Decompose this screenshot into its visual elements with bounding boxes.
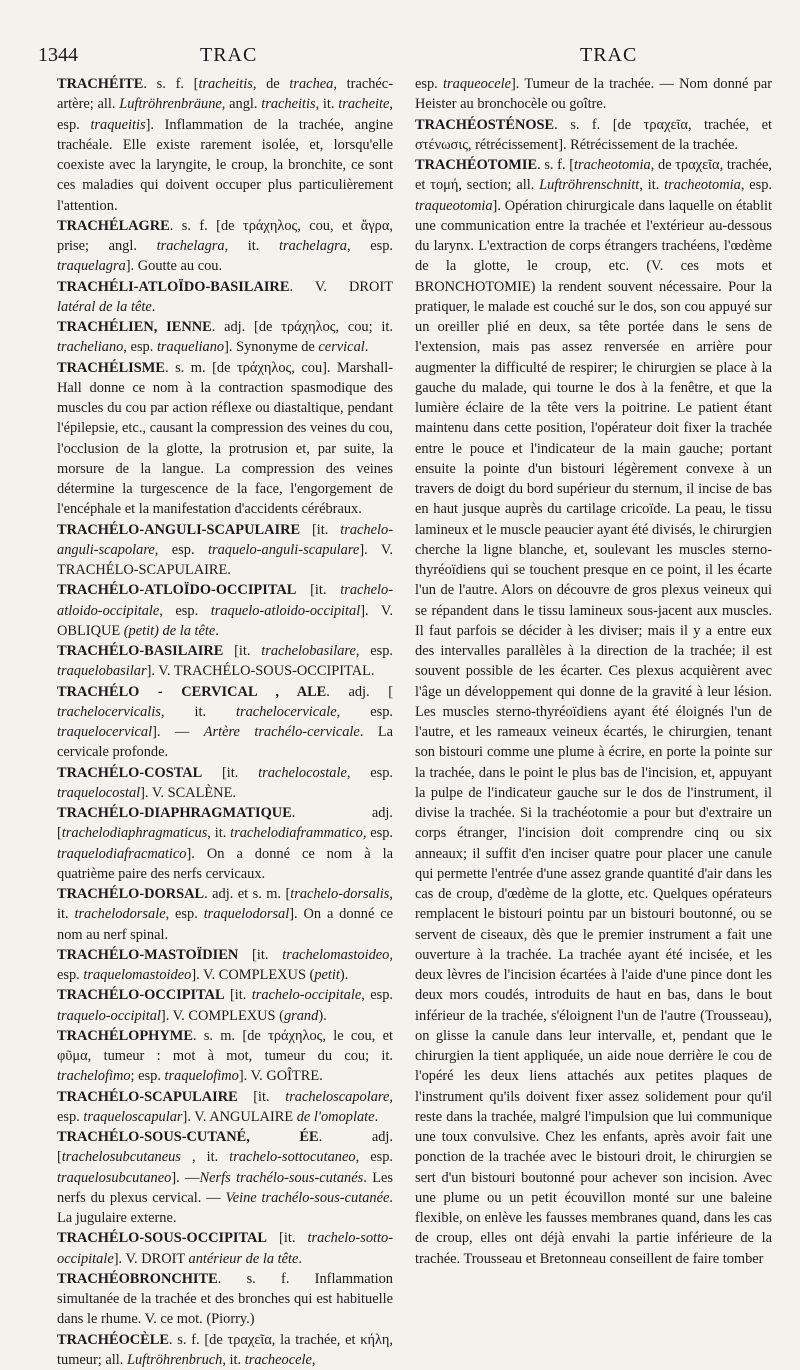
italic-term: (petit) de la tête — [124, 623, 216, 639]
entry-text: , esp. — [166, 906, 204, 922]
italic-term: de l'omoplate — [297, 1109, 375, 1125]
entry-text: , angl. — [222, 96, 261, 112]
entry-text: ]. V. COMPLEXUS ( — [191, 967, 314, 983]
entry-text: , it. — [161, 704, 236, 720]
italic-term: traquelo-atloido-occipital — [211, 603, 360, 619]
right-column — [415, 74, 772, 1269]
entry-text: , esp. — [741, 177, 772, 193]
entry-text: , esp. — [155, 542, 208, 558]
italic-term: traquelo-occipital — [57, 1008, 161, 1024]
italic-term: Veine trachélo-sous-cutanée — [226, 1190, 390, 1206]
italic-term: trachelodiaphragmaticus — [62, 825, 208, 841]
entry-headword: TRACHÉOBRONCHITE — [57, 1271, 218, 1287]
italic-term: traquelofimo — [165, 1068, 239, 1084]
entry-text: ]. Opération chirurgicale dans laquelle on établit une communication entre la trachée et l'extérieur au-dessous du larynx. L'extraction de corps étrangers trachéens, l'œdème de la glotte, le croup, etc. (V. ces mots et BRONCHOTOMIE) la rendent souvent nécessaire. Pour la pratiquer, le malade est couché sur le dos, son cou appuyé sur un oreiller plié en deux, sa tête portée dans le sens de l'extension, mais pas assez renversée en arrière pour augmenter la difficulté de respirer; le chirurgien se place à la gauche du malade, qui tourne le dos à la fenêtre, et que la lumière éclaire de la tête vers la poitrine. Le patient étant maintenu dans cette position, l'opérateur doit fixer la trachée entre le pouce et l'indicateur de la main gauche; portant ensuite la pointe d'un bistouri légèrement convexe à un travers de doigt du bord supérieur du sternum, il incise de bas en haut jusque auprès du cartilage cricoïde. La peau, le tissu lamineux et le muscle peaucier ayant été divisés, le chirurgien cherche la ligne blanche, et, soulevant les muscles sterno-thyréoïdiens qui se touchent presque en ce point, il les écarte l'un de l'autre. Alors on découvre de gros plexus veineux qui se répandent dans le tissu lamineux sous-jacent aux muscles. Il faut parfois se décider à les diviser; mais il y a entre eux des intervalles parallèles à la direction de la trachée; il est souvent possible de les écarter. Ces plexus acquièrent avec l'âge un développement qui donne de la gravité à leur lésion. Les muscles sterno-thyréoïdiens ayant été éloignés l'un de l'autre, et les rameaux veineux écartés, le chirurgien, tenant son bistouri comme une plume à écrire, en porte la pointe sur la trachée, dans le point le plus bas de l'incision, et, appuyant la pulpe de l'indicateur gauche sur le dos de l'instrument, il divise la trachée. Si la trachéotomie a pour but d'extraire un corps étranger, l'incision doit comprendre cinq ou six anneaux; il suffit d'en inciser quatre pour placer une canule qui permette l'entrée d'une assez grande quantité d'air dans les cas de croup, d'œdème de la glotte, etc. Quelques opérateurs remplacent le bistouri pointu par un bistouri boutonné, ou se servent de ciseaux, dès que le premier instrument a fait une ouverture à la trachée. La trachée ayant été incisée, et les deux lèvres de l'incision écartées à l'aide d'une pince dont les deux mors coudés, introduits de haut en bas, dans le bout inférieur de la trachée, s'éloignent l'un de l'autre (Trousseau), on glisse la canule dans leur intervalle, et, pendant que le chirurgien la tient appliquée, un aide noue derrière le cou de l'opéré les deux liens attachés aux petites plaques de l'instrument qu'ils doivent fixer assez solidement pour qu'il reste dans la trachée, malgré l'impulsion que lui communique une toux convulsive. Chez les enfants, après avoir fait une ponction de la trachée avec le bistouri droit, le chirurgien se sert d'un bistouri boutonné pour achever son incision. Avec une plume ou un petit écouvillon monté sur une baleine flexible, on enlève les fausses membranes quand, dans les cas de croup, elles ont déjà envahi la partie inférieure de la trachée. Trousseau et Bretonneau conseillent de faire tomber — [415, 198, 772, 1267]
italic-term: trachelo-atloido-occipitale — [57, 582, 393, 618]
dictionary-entry — [57, 74, 393, 216]
entry-headword: TRACHÉLO - CERVICAL , ALE — [57, 684, 326, 700]
entry-headword: TRACHÉLO-SCAPULAIRE — [57, 1089, 238, 1105]
italic-term: trachelodorsale — [74, 906, 165, 922]
italic-term: traqueitis — [90, 117, 145, 133]
italic-term: traqueloscapular — [83, 1109, 182, 1125]
entry-headword: TRACHÉLO-SOUS-OCCIPITAL — [57, 1230, 267, 1246]
dictionary-entry — [57, 1127, 393, 1228]
italic-term: grand — [284, 1008, 318, 1024]
entry-headword: TRACHÉLO-MASTOÏDIEN — [57, 947, 238, 963]
entry-text: [it. — [238, 947, 282, 963]
entry-headword: TRACHÉLIEN, IENNE — [57, 319, 212, 335]
dictionary-entry — [57, 1330, 393, 1370]
italic-term: trachelobasilare — [261, 643, 356, 659]
entry-text: , de τραχεῖα, trachée, et τομή, section; all. — [415, 157, 772, 193]
italic-term: traquelo-anguli-scapulare — [208, 542, 359, 558]
italic-term: tracheloscapolare — [285, 1089, 389, 1105]
entry-text: , esp. — [347, 238, 393, 254]
entry-text: [it. — [296, 582, 340, 598]
entry-text: . adj. [ — [326, 684, 393, 700]
dictionary-entry — [57, 945, 393, 986]
entry-text: ]. V. SCALÈNE. — [140, 785, 236, 801]
italic-term: traquelodorsal — [204, 906, 290, 922]
entry-text: ]. — — [152, 724, 204, 740]
entry-text: . V. — [289, 279, 349, 295]
italic-term: trachelagra — [157, 238, 225, 254]
italic-term: Luftröhrenschnitt — [539, 177, 639, 193]
entry-text: . s. m. [de τράχηλος, le cou, et φῦμα, tumeur : mot à mot, tumeur du cou; it. — [57, 1028, 393, 1064]
entry-text: . adj. [ — [57, 805, 393, 841]
dictionary-entry — [57, 1026, 393, 1087]
entry-headword: TRACHÉOTOMIE — [415, 157, 537, 173]
italic-term: traquelosubcutaneo — [57, 1170, 171, 1186]
italic-term: trachelagra — [279, 238, 347, 254]
entry-headword: TRACHÉITE — [57, 76, 143, 92]
italic-term: traquelocostal — [57, 785, 140, 801]
right-running-title: TRAC — [580, 44, 637, 67]
dictionary-entry — [57, 803, 393, 884]
entry-text: . — [365, 339, 369, 355]
entry-text: [it. — [238, 1089, 285, 1105]
entry-headword: TRACHÉLI-ATLOÏDO-BASILAIRE — [57, 279, 289, 295]
italic-term: traquelomastoideo — [83, 967, 191, 983]
italic-term: tracheotomia — [574, 157, 651, 173]
entry-text: ]. V. ANGULAIRE — [183, 1109, 297, 1125]
entry-text: ; esp. — [131, 1068, 165, 1084]
entry-text: , esp. — [361, 987, 393, 1003]
entry-text: . adj. [ — [57, 1129, 393, 1165]
entry-text: , esp. — [337, 704, 393, 720]
entry-headword: TRACHÉLO-ANGULI-SCAPULAIRE — [57, 522, 300, 538]
running-header — [0, 44, 800, 68]
entry-text: , — [312, 1352, 316, 1368]
entry-text: ]. V. OBLIQUE — [57, 603, 393, 639]
italic-term: trachelo-anguli-scapolare — [57, 522, 393, 558]
dictionary-entry — [57, 216, 393, 277]
left-running-title: TRAC — [200, 44, 257, 67]
entry-text: . adj. [de τράχηλος, cou; it. — [212, 319, 393, 335]
entry-text: ]. Tumeur de la trachée. — Nom donné par Heister au bronchocèle ou goître. — [415, 76, 772, 112]
entry-text: ]. V. COMPLEXUS ( — [161, 1008, 284, 1024]
entry-text: . — [152, 299, 156, 315]
entry-headword: TRACHÉLO-DIAPHRAGMATIQUE — [57, 805, 292, 821]
entry-text: . Les nerfs du plexus cervical. — — [57, 1170, 393, 1206]
italic-term: cervical — [318, 339, 364, 355]
entry-text: DROIT — [349, 279, 393, 295]
entry-text: [it. — [225, 987, 252, 1003]
entry-text: , esp. — [123, 339, 157, 355]
entry-text: . s. f. [de τραχεῖα, trachée, et στένωσις, rétrécissement]. Rétrécissement de la trachée. — [415, 117, 772, 153]
entry-text: . s. f. [de τράχηλος, cou, et ἄγρα, prise; angl. — [57, 218, 393, 254]
dictionary-entry — [57, 317, 393, 358]
italic-term: trachelosubcutaneus — [62, 1149, 181, 1165]
entry-text: . s. m. [de τράχηλος, cou]. Marshall-Hall donne ce nom à la contraction spasmodique des muscles du cou par action réflexe ou diastaltique, pendant l'épilepsie, etc., causant la compression des veines du cou, l'occlusion de la glotte, la protrusion et, par suite, la morsure de la langue. La compression des veines détermine la turgescence de la face, l'engorgement de l'encéphale et la manifestation d'accidents cérébraux. — [57, 360, 393, 518]
entry-text: , esp. — [363, 825, 393, 841]
dictionary-entry — [415, 155, 772, 1269]
entry-text: . adj. et s. m. [ — [204, 886, 290, 902]
entry-headword: TRACHÉLO-DORSAL — [57, 886, 204, 902]
italic-term: latéral de la tête — [57, 299, 152, 315]
entry-headword: TRACHÉLO-ATLOÏDO-OCCIPITAL — [57, 582, 296, 598]
entry-text: , it. — [222, 1352, 244, 1368]
entry-text: , esp. — [356, 643, 393, 659]
entry-text: ]. V. DROIT — [114, 1251, 189, 1267]
entry-headword: TRACHÉLO-OCCIPITAL — [57, 987, 225, 1003]
dictionary-entry — [57, 985, 393, 1026]
entry-text: , trachéc-artère; all. — [57, 76, 393, 112]
italic-term: traquelobasilar — [57, 663, 147, 679]
entry-headword: TRACHÉLISME — [57, 360, 165, 376]
italic-term: trachelo-dorsalis — [290, 886, 389, 902]
entry-text: , esp. — [57, 947, 393, 983]
italic-term: petit — [314, 967, 340, 983]
italic-term: traquelodiafracmatico — [57, 846, 187, 862]
entry-text: . La cervicale profonde. — [57, 724, 393, 760]
entry-text: , it. — [316, 96, 339, 112]
left-column — [57, 74, 393, 1370]
entry-text: ]. On a donné ce nom à la quatrième paire des nerfs cervicaux. — [57, 846, 393, 882]
entry-text: ]. Inflammation de la trachée, angine trachéale. Elle existe rarement isolée, et, lorsqu'elle coexiste avec la laryngite, le croup, la bronchite, ce sont ces maladies qui doivent occuper plus particulièrement l'attention. — [57, 117, 393, 214]
entry-text: ]. Goutte au cou. — [126, 258, 222, 274]
entry-headword: TRACHÉLOPHYME — [57, 1028, 193, 1044]
italic-term: trachelo-occipitale — [252, 987, 362, 1003]
entry-text: ]. On a donné ce nom au nerf spinal. — [57, 906, 393, 942]
entry-text: , esp. — [347, 765, 393, 781]
entry-text: . La jugulaire externe. — [57, 1190, 393, 1226]
italic-term: traquelagra — [57, 258, 126, 274]
entry-text: [it. — [267, 1230, 307, 1246]
italic-term: tracheitis — [198, 76, 252, 92]
italic-term: Luftröhrenbruch — [127, 1352, 222, 1368]
italic-term: trachelodiaframmatico — [230, 825, 363, 841]
entry-headword: TRACHÉLO-BASILAIRE — [57, 643, 223, 659]
italic-term: trachelomastoideo — [282, 947, 389, 963]
entry-text: ]. V. GOÎTRE. — [239, 1068, 323, 1084]
dictionary-entry — [57, 277, 393, 318]
entry-headword: TRACHÉLAGRE — [57, 218, 170, 234]
dictionary-entry — [57, 520, 393, 581]
entry-text: , esp. — [57, 96, 393, 132]
entry-headword: TRACHÉLO-COSTAL — [57, 765, 202, 781]
entry-text: . — [215, 623, 219, 639]
entry-text: [it. — [223, 643, 261, 659]
dictionary-entry — [57, 884, 393, 945]
italic-term: traquelocervical — [57, 724, 152, 740]
dictionary-entry — [57, 1228, 393, 1269]
entry-text: , it. — [639, 177, 664, 193]
entry-text: , it. — [207, 825, 230, 841]
dictionary-entry — [57, 358, 393, 520]
italic-term: antérieur de la tête — [189, 1251, 299, 1267]
dictionary-entry — [415, 115, 772, 156]
italic-term: traqueotomia — [415, 198, 493, 214]
italic-term: tracheocele — [245, 1352, 312, 1368]
italic-term: tracheotomia — [664, 177, 741, 193]
page-number: 1344 — [38, 44, 78, 67]
entry-text: . — [298, 1251, 302, 1267]
entry-text: ]. V. TRACHÉLO-SOUS-OCCIPITAL. — [147, 663, 375, 679]
entry-text: , it. — [57, 886, 393, 922]
entry-text: , it. — [225, 238, 279, 254]
italic-term: trachelocervicale — [236, 704, 337, 720]
italic-term: tracheite — [338, 96, 389, 112]
italic-term: traqueliano — [157, 339, 224, 355]
entry-text: ]. V. TRACHÉLO-SCAPULAIRE. — [57, 542, 393, 578]
entry-text: . s. f. [ — [143, 76, 198, 92]
entry-headword: TRACHÉLO-SOUS-CUTANÉ, ÉE — [57, 1129, 319, 1145]
entry-text: . — [375, 1109, 379, 1125]
entry-text: . s. f. [de τραχεῖα, la trachée, et κήλη, tumeur; all. — [57, 1332, 393, 1368]
entry-text: [it. — [202, 765, 258, 781]
entry-text: , it. — [181, 1149, 229, 1165]
entry-text: , esp. — [57, 1089, 393, 1125]
dictionary-entry — [57, 580, 393, 641]
italic-term: Nerfs trachélo-sous-cutanés — [200, 1170, 364, 1186]
italic-term: trachelocostale — [258, 765, 347, 781]
dictionary-entry — [57, 682, 393, 763]
entry-text: . s. f. Inflammation simultanée de la trachée et des bronches qui est habituelle dans le rhume. V. ce mot. (Piorry.) — [57, 1271, 393, 1328]
italic-term: traqueocele — [443, 76, 511, 92]
entry-text: [it. — [300, 522, 340, 538]
dictionary-entry — [57, 641, 393, 682]
entry-text: ). — [340, 967, 348, 983]
italic-term: trachelofimo — [57, 1068, 131, 1084]
entry-text: ]. — — [171, 1170, 199, 1186]
dictionary-entry — [57, 1087, 393, 1128]
italic-term: trachea — [289, 76, 333, 92]
dictionary-entry — [57, 763, 393, 804]
dictionary-entry — [415, 74, 772, 115]
italic-term: Artère trachélo-cervicale — [204, 724, 360, 740]
entry-text: ]. Synonyme de — [224, 339, 318, 355]
entry-text: , esp. — [356, 1149, 393, 1165]
entry-text: esp. — [415, 76, 443, 92]
entry-text: , de — [253, 76, 290, 92]
entry-text: , esp. — [159, 603, 210, 619]
dictionary-entry — [57, 1269, 393, 1330]
italic-term: trachelo-sottocutaneo — [229, 1149, 355, 1165]
entry-headword: TRACHÉOSTÉNOSE — [415, 117, 554, 133]
italic-term: Luftröhrenbräune — [119, 96, 222, 112]
entry-text: ). — [318, 1008, 326, 1024]
italic-term: tracheliano — [57, 339, 123, 355]
italic-term: trachelo-sotto-occipitale — [57, 1230, 393, 1266]
entry-headword: TRACHÉOCÈLE — [57, 1332, 169, 1348]
italic-term: trachelocervicalis — [57, 704, 161, 720]
italic-term: tracheitis — [261, 96, 315, 112]
entry-text: . s. f. [ — [537, 157, 574, 173]
